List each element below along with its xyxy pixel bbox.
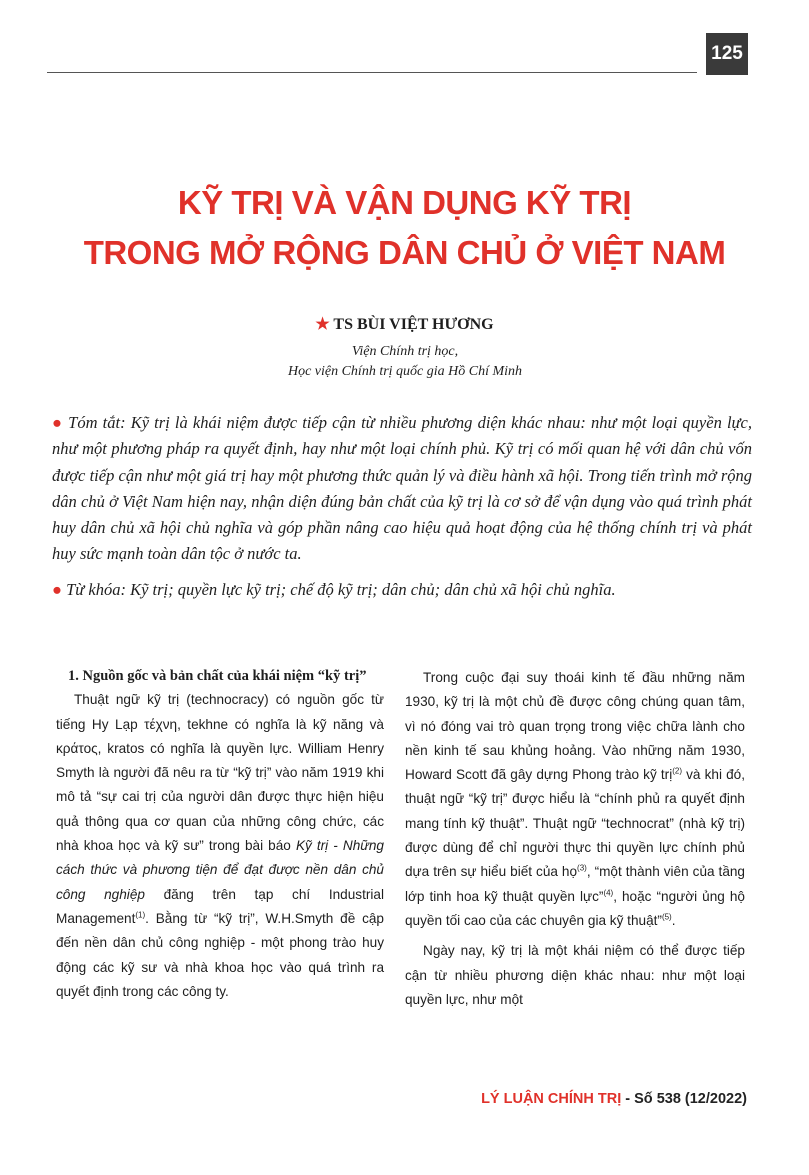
paragraph [405, 666, 745, 933]
section-heading: 1. Nguồn gốc và bản chất của khái niệm “kỹ trị” [68, 668, 367, 684]
paragraph [56, 688, 384, 1004]
article-title [0, 178, 809, 278]
abstract-block [52, 410, 752, 603]
summary-text: Tóm tắt: Kỹ trị là khái niệm được tiếp cận từ nhiều phương diện khác nhau: như một loại quyền lực, như một phương pháp ra quyết định, hay như một loại chính phủ. Kỹ trị có mối quan hệ với dân chủ vốn được tiếp cận như một giá trị hay một phương thức quản lý và điều hành xã hội. Trong tiến trình mở rộng dân chủ ở Việt Nam hiện nay, nhận diện đúng bản chất của kỹ trị là cơ sở để vận dụng vào quá trình phát huy dân chủ xã hội chủ nghĩa và góp phần nâng cao hiệu quả hoạt động của hệ thống chính trị và phát huy sức mạnh toàn dân tộc ở nước ta. [52, 413, 753, 564]
bullet-icon: ● [52, 579, 62, 599]
affiliation-institute: Viện Chính trị học, [351, 344, 459, 359]
keywords-text: Từ khóa: Kỹ trị; quyền lực kỹ trị; chế độ kỹ trị; dân chủ; dân chủ xã hội chủ nghĩa. [66, 579, 616, 599]
page-number: 125 [706, 33, 748, 75]
text-run: . [671, 912, 676, 928]
text-run: và khi đó, thuật ngữ “kỹ trị” được hiểu là “chính phủ ra quyết định mang tính kỹ thuật”. Thuật ngữ “technocrat” (nhà kỹ trị) được dùng để chỉ người thực thi quyền lực chính phủ dựa trên sự hiểu biết của họ [405, 767, 745, 880]
page-footer [481, 1091, 747, 1107]
text-run: Trong cuộc đại suy thoái kinh tế đầu những năm 1930, kỹ trị là một chủ đề được công chúng quan tâm, vì nó đóng vai trò quan trọng trong việc chữa lành cho nền kinh tế sau khủng hoảng. Vào những năm 1930, Howard Scott đã gây dựng Phong trào kỹ trị [405, 670, 745, 783]
footnote-ref: (1) [135, 910, 146, 920]
footnote-ref: (5) [661, 912, 672, 922]
title-line-2: TRONG MỞ RỘNG DÂN CHỦ Ở VIỆT NAM [83, 234, 726, 271]
text-run: . Bằng từ “kỹ trị”, W.H.Smyth đề cập đến nền dân chủ công nghiệp - một phong trào huy động các kỹ sư và nhà khoa học vào quá trình ra quyết định trong các công ty. [56, 910, 384, 999]
paragraph: Ngày nay, kỹ trị là một khái niệm có thể được tiếp cận từ nhiều phương diện khác nhau: như một loại quyền lực, như một [405, 943, 745, 1007]
footnote-ref: (4) [603, 888, 614, 898]
bullet-icon: ● [52, 413, 63, 432]
header-rule [47, 72, 697, 73]
right-column [405, 666, 745, 1012]
journal-name: LÝ LUẬN CHÍNH TRỊ [481, 1091, 622, 1107]
text-run: Thuật ngữ kỹ trị (technocracy) có nguồn gốc từ tiếng Hy Lạp τέχνη, tekhne có nghĩa là kỹ năng và κράτος, kratos có nghĩa là quyền lực. William Henry Smyth là người đã nêu ra từ “kỹ trị” vào năm 1919 khi mô tả “sự cai trị của người dân được thực hiện hiệu quả thông qua cơ quan của những công chức, các nhà khoa học và kỹ sư” trong bài báo [56, 692, 384, 854]
abstract-summary [52, 410, 752, 568]
text-run: đăng trên tạp chí Industrial Management [56, 886, 384, 926]
star-icon: ★ [315, 316, 330, 333]
issue-info: - Số 538 (12/2022) [621, 1091, 747, 1107]
text-run: , hoặc “người ủng hộ quyền tối cao của các chuyên gia kỹ thuật” [405, 888, 745, 928]
text-run: , “một thành viên của tầng lớp tinh hoa kỹ thuật quyền lực” [405, 864, 745, 904]
footnote-ref: (3) [577, 863, 587, 873]
author-line [0, 314, 809, 334]
affiliation-academy: Học viện Chính trị quốc gia Hồ Chí Minh [287, 364, 523, 379]
author-name: TS BÙI VIỆT HƯƠNG [333, 316, 494, 333]
left-column [56, 664, 384, 1004]
abstract-keywords [52, 577, 752, 603]
title-line-1: KỸ TRỊ VÀ VẬN DỤNG KỸ TRỊ [177, 184, 632, 221]
author-affiliation [220, 342, 590, 382]
article-title-italic: Kỹ trị - Những cách thức và phương tiện để đạt được nền dân chủ công nghiệp [56, 838, 384, 902]
footnote-ref: (2) [672, 766, 682, 776]
